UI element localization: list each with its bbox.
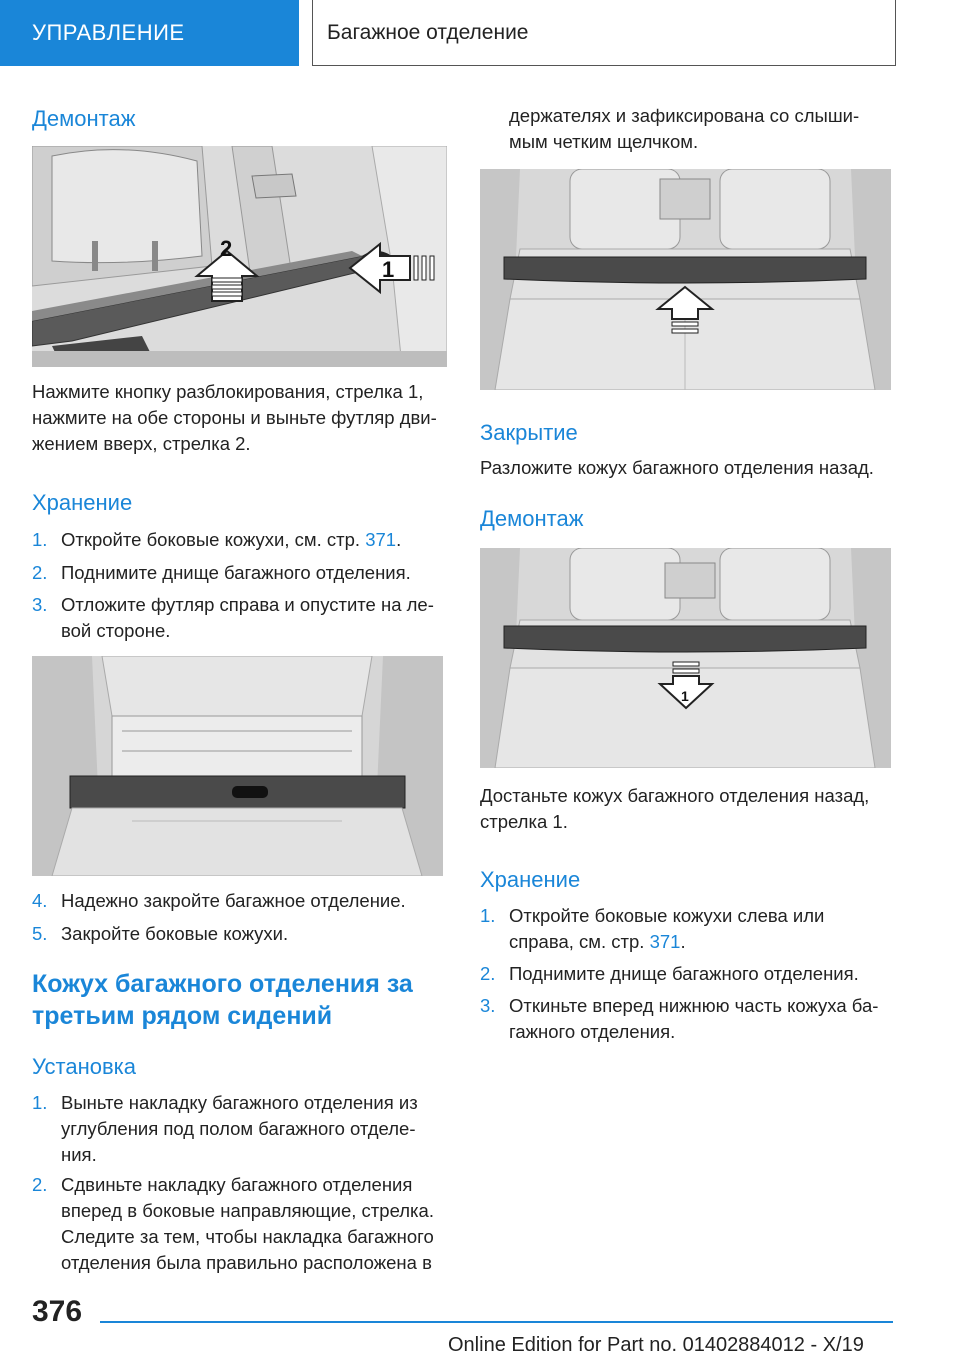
close-text: Разложите кожух багажного отделения назад.	[480, 457, 874, 478]
list-item	[480, 961, 900, 987]
figure-removal-handle	[32, 146, 447, 367]
list-item	[32, 1090, 452, 1168]
step-number: 1.	[480, 905, 496, 926]
step-number: 1.	[32, 1092, 48, 1113]
step-number: 4.	[32, 890, 48, 911]
step-number: 2.	[32, 1174, 48, 1195]
storage-heading-right: Хранение	[480, 867, 581, 892]
removal-heading: Демонтаж	[32, 106, 136, 131]
step-text: Закройте боковые кожухи.	[61, 923, 289, 944]
removal-text-right: стрелка 1.	[480, 811, 568, 832]
step-text: Откройте боковые кожухи, см. стр. 371.	[61, 529, 402, 550]
step-number: 1.	[32, 529, 48, 550]
list-item	[32, 888, 452, 914]
step-text: отделения была правильно расположена в	[61, 1252, 432, 1273]
list-item	[32, 921, 452, 947]
step-text: Отложите футляр справа и опустите на ле-	[61, 594, 434, 615]
step-text: углубления под полом багажного отделе-	[61, 1118, 416, 1139]
step-text: вой стороне.	[61, 620, 171, 641]
step-text: гажного отделения.	[509, 1021, 676, 1042]
illustration-storage	[32, 656, 443, 876]
step-number: 3.	[32, 594, 48, 615]
install-heading: Установка	[32, 1054, 136, 1079]
step-number: 2.	[32, 562, 48, 583]
edition-text: Online Edition for Part no. 01402884012 - X/19	[448, 1334, 864, 1356]
figure-label-1: 1	[681, 688, 689, 704]
step-text: Поднимите днище багажного отделения.	[61, 562, 411, 583]
list-item	[32, 527, 452, 553]
removal-text-right: Достаньте кожух багажного отделения назад,	[480, 785, 870, 806]
step-number: 3.	[480, 995, 496, 1016]
illustration-install	[480, 169, 891, 390]
removal-text-line: Нажмите кнопку разблокирования, стрелка 1,	[32, 381, 424, 402]
removal-text-line: жением вверх, стрелка 2.	[32, 433, 251, 454]
figure-removal-cover	[480, 548, 891, 768]
list-item	[32, 560, 452, 586]
step-text: Откиньте вперед нижнюю часть кожуха ба-	[509, 995, 879, 1016]
step-text: вперед в боковые направляющие, стрелка.	[61, 1200, 434, 1221]
section-heading: Кожух багажного отделения за	[32, 970, 413, 998]
figure-label-2: 2	[220, 236, 233, 261]
figure-storage	[32, 656, 443, 876]
step-text: ния.	[61, 1144, 97, 1165]
page-number: 376	[32, 1295, 83, 1328]
section-title: Багажное отделение	[312, 0, 896, 66]
step-number: 2.	[480, 963, 496, 984]
section-heading: третьим рядом сидений	[32, 1002, 333, 1030]
list-item	[480, 903, 900, 955]
removal-text-line: нажмите на обе стороны и выньте футляр дви-	[32, 407, 437, 428]
list-item	[32, 1172, 452, 1276]
illustration-removal-cover	[480, 548, 891, 768]
step-text: Сдвиньте накладку багажного отделения	[61, 1174, 413, 1195]
close-heading: Закрытие	[480, 420, 578, 445]
list-item	[32, 592, 452, 644]
page-link[interactable]: 371	[649, 931, 681, 952]
footer-divider	[100, 1321, 893, 1323]
continued-text: мым четким щелчком.	[509, 131, 699, 152]
figure-install	[480, 169, 891, 390]
continued-text: держателях и зафиксирована со слыши-	[509, 105, 860, 126]
step-text: Надежно закройте багажное отделение.	[61, 890, 406, 911]
step-text: Выньте накладку багажного отделения из	[61, 1092, 418, 1113]
page-link[interactable]: 371	[365, 529, 397, 550]
illustration-removal	[32, 146, 447, 367]
step-text: Поднимите днище багажного отделения.	[509, 963, 859, 984]
removal-heading-right: Демонтаж	[480, 506, 584, 531]
figure-label-1: 1	[382, 257, 395, 282]
step-text: справа, см. стр. 371.	[509, 931, 686, 952]
step-number: 5.	[32, 923, 48, 944]
chapter-tab[interactable]: УПРАВЛЕНИЕ	[0, 0, 299, 66]
step-text: Откройте боковые кожухи слева или	[509, 905, 825, 926]
storage-heading: Хранение	[32, 490, 133, 515]
step-text: Следите за тем, чтобы накладка багажного	[61, 1226, 434, 1247]
list-item	[480, 993, 900, 1045]
